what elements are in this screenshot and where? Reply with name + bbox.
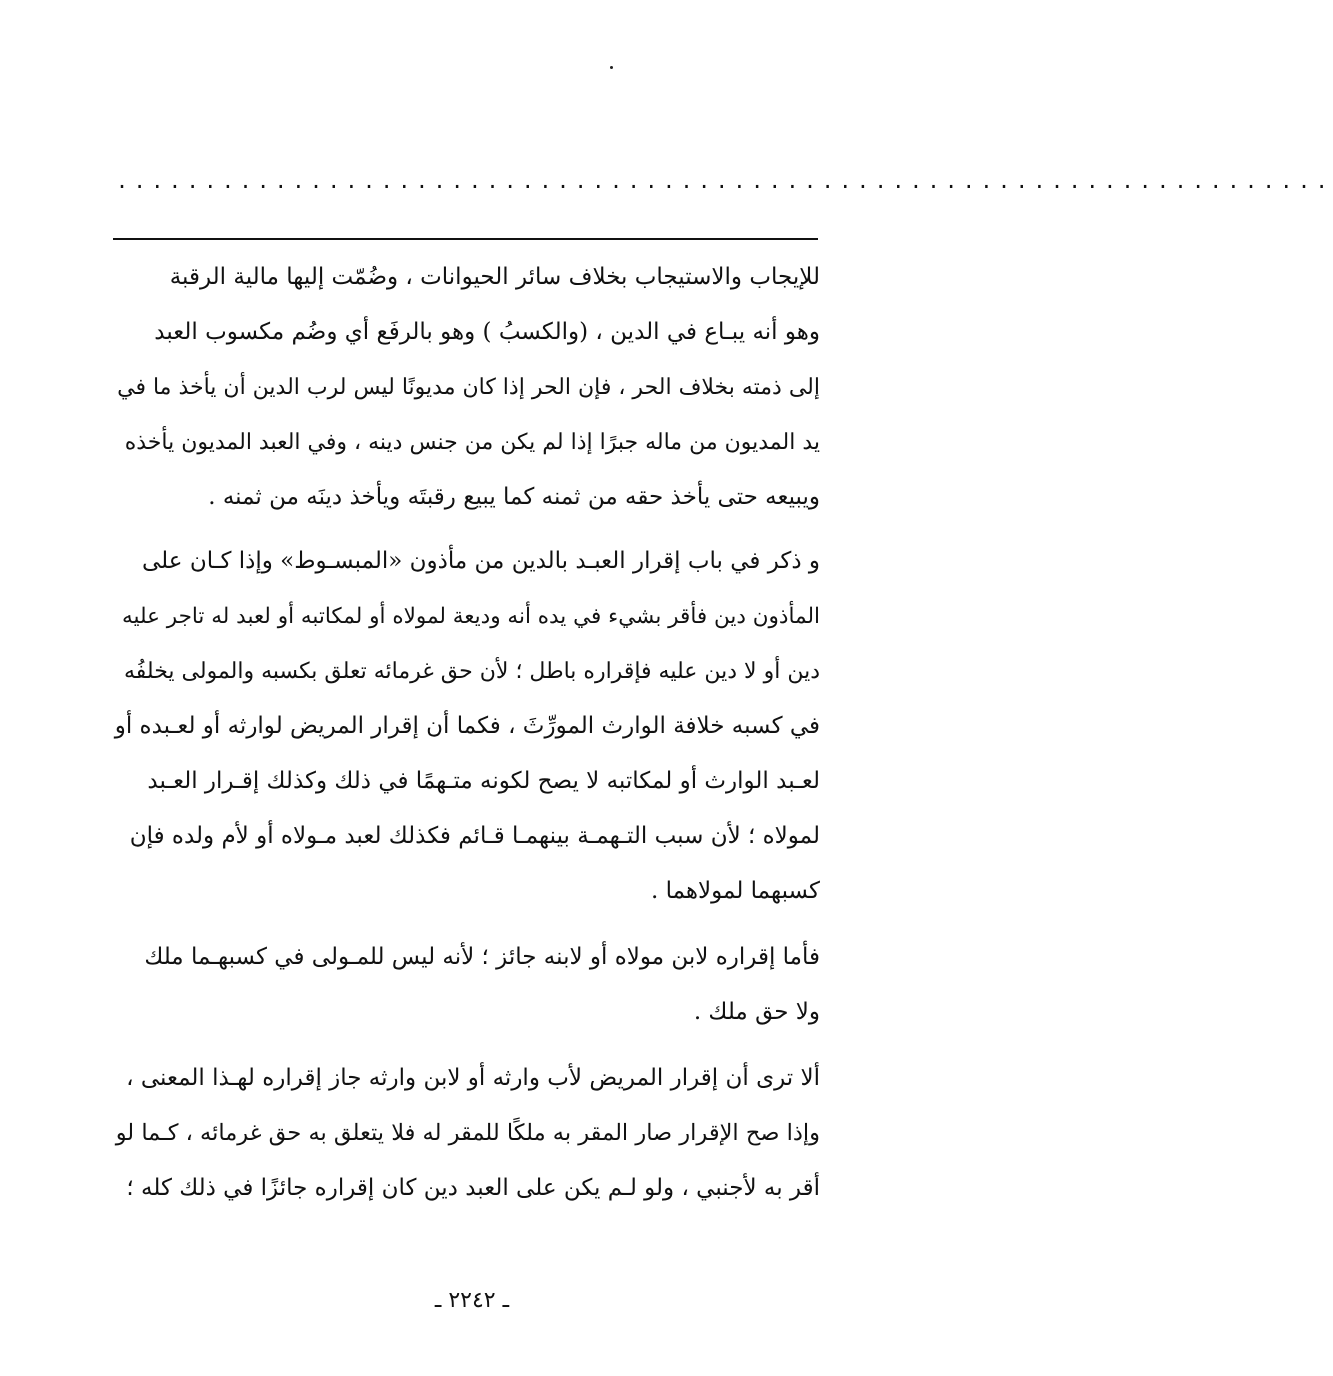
text-line: لعـبد الوارث أو لمكاتبه لا يصح لكونه متـهمًا في ذلك وكذلك إقـرار العـبد [147, 768, 820, 794]
paragraph-4 [112, 1051, 820, 1216]
stray-dot [610, 66, 613, 69]
main-text [112, 250, 820, 1216]
text-line: يد المديون من ماله جبرًا إذا لم يكن من جنس دينه ، وفي العبد المديون يأخذه [124, 430, 820, 455]
page-number: ـ ٢٢٤٢ ـ [434, 1288, 510, 1313]
text-line: أقر به لأجنبي ، ولو لـم يكن على العبد دين كان إقراره جائزًا في ذلك كله ؛ [126, 1175, 820, 1201]
text-line: في كسبه خلافة الوارث المورِّثَ ، فكما أن إقرار المريض لوارثه أو لعـبده أو [114, 713, 820, 739]
text-line: وإذا صح الإقرار صار المقر به ملكًا للمقر له فلا يتعلق به حق غرمائه ، كـما لو [115, 1120, 820, 1146]
paragraph-2 [112, 534, 820, 919]
paragraph-3 [112, 930, 820, 1040]
text-line: ولا حق ملك . [693, 999, 820, 1025]
text-line: للإيجاب والاستيجاب بخلاف سائر الحيوانات ، وضُمّت إليها مالية الرقبة [169, 264, 820, 290]
paragraph-1 [112, 250, 820, 525]
text-line: لمولاه ؛ لأن سبب التـهمـة بينهمـا قـائم فكذلك لعبد مـولاه أو لأم ولده فإن [129, 823, 820, 849]
dotted-separator: ..................................................................... [116, 169, 1333, 193]
text-line: إلى ذمته بخلاف الحر ، فإن الحر إذا كان مديونًا ليس لرب الدين أن يأخذ ما في [117, 375, 820, 400]
text-line: و ذكر في باب إقرار العبـد بالدين من مأذون «المبسـوط» وإذا كـان على [142, 548, 820, 574]
text-line: دين أو لا دين عليه فإقراره باطل ؛ لأن حق غرمائه تعلق بكسبه والمولى يخلفُه [124, 659, 820, 684]
text-line: وهو أنه يبـاع في الدين ، (والكسبُ ) وهو بالرفَع أي وضُم مكسوب العبد [154, 319, 820, 345]
text-line: ويبيعه حتى يأخذ حقه من ثمنه كما يبيع رقبتَه ويأخذ دينَه من ثمنه . [208, 484, 820, 510]
text-line: فأما إقراره لابن مولاه أو لابنه جائز ؛ لأنه ليس للمـولى في كسبهـما ملك [144, 944, 820, 970]
text-line: ألا ترى أن إقرار المريض لأب وارثه أو لابن وارثه جاز إقراره لهـذا المعنى ، [126, 1065, 820, 1091]
footnote-rule [113, 238, 818, 240]
text-line: كسبهما لمولاهما . [651, 878, 820, 904]
text-line: المأذون دين فأقر بشيء في يده أنه وديعة لمولاه أو لمكاتبه أو لعبد له تاجر عليه [121, 604, 820, 629]
